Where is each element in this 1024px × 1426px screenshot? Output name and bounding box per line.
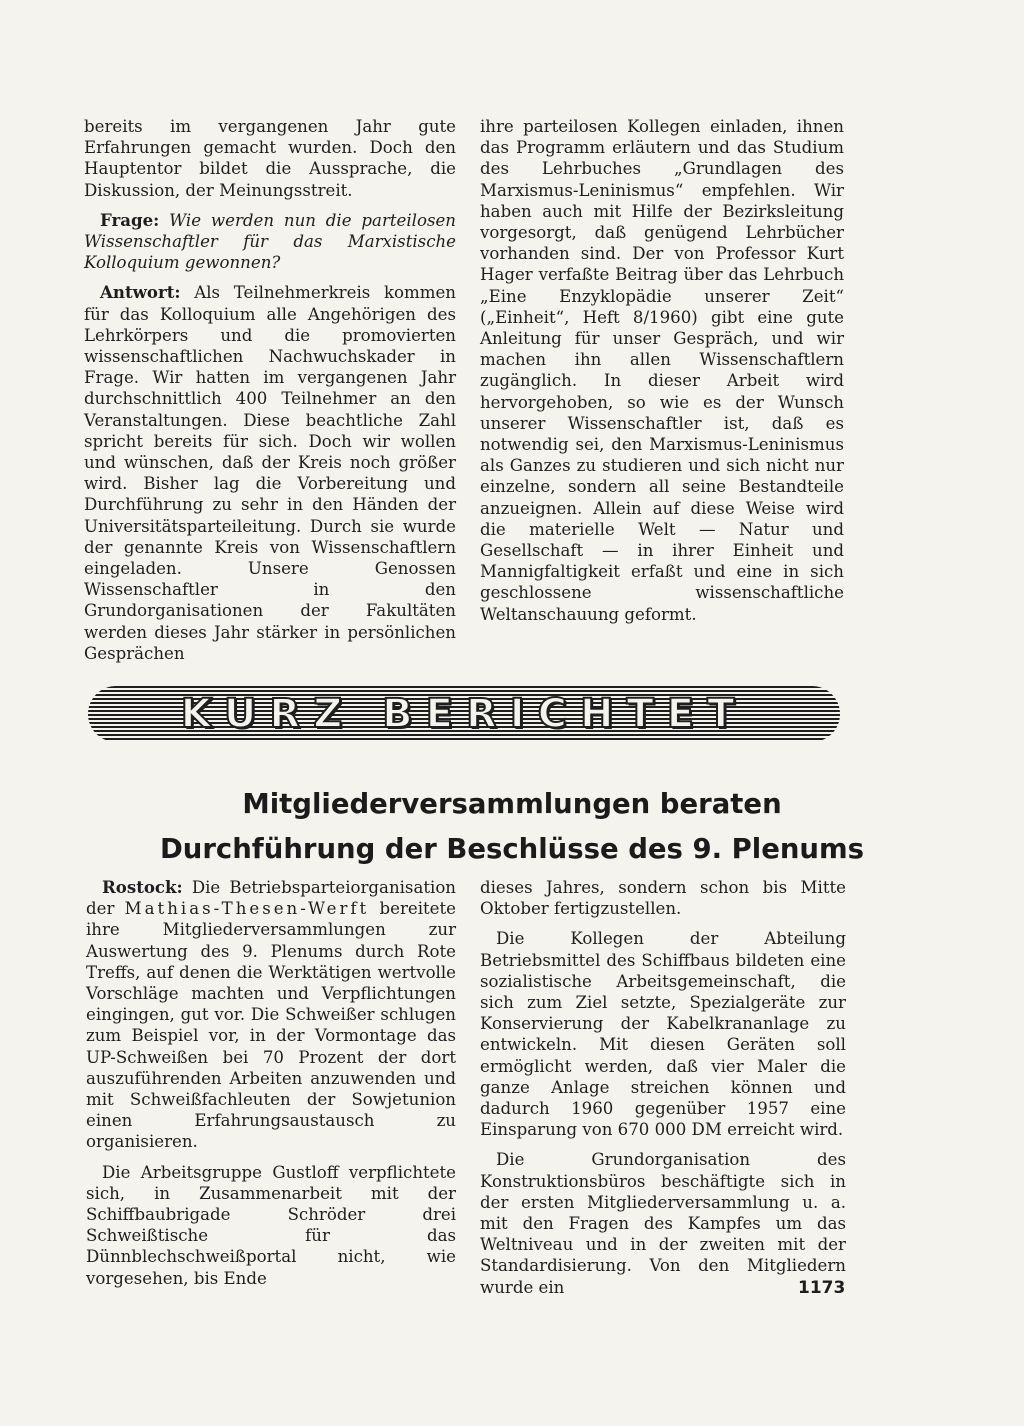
article-paragraph (86, 877, 456, 1153)
article-paragraph: Die Kollegen der Abteilung Betriebsmittel des Schiffbaus bildeten eine sozialistische Arbeitsgemeinschaft, die sich zum Ziel setzte, Spezialgeräte zur Konservierung der Kabelkrananlage zu entwickeln. Mit diesen Geräten soll ermöglicht werden, daß vier Maler die ganze Anlage streichen können und dadurch 1960 gegenüber 1957 eine Einsparung von 670 000 DM erreicht wird. (480, 929, 846, 1140)
answer-label: Antwort: (100, 282, 181, 303)
paragraph-text: bereitete ihre Mitgliederversammlungen zur Auswertung des 9. Plenums durch Rote Treffs, auf denen die Werktätigen wertvolle Vorschläge machten und Verpflichtungen eingingen, gut vor. Die Schweißer schlugen zum Beispiel vor, in der Vormontage das UP-Schweißen bei 70 Prozent der dort auszuführenden Arbeiten anzuwenden und mit Schweißfachleuten der Sowjetunion einen Erfahrungsaustausch zu organisieren. (86, 899, 456, 1152)
headline-line-2: Durchführung der Beschlüsse des 9. Plenums (159, 833, 865, 865)
article-paragraph: Die Grundorganisation des Konstruktionsbüros beschäftigte sich in der ersten Mitgliederversammlung u. a. mit den Fragen des Kampfes um das Weltniveau und in der zweiten mit der Standardisierung. Von den Mitgliedern wurde ein (480, 1150, 846, 1297)
article-paragraph: dieses Jahres, sondern schon bis Mitte Oktober fertigzustellen. (480, 878, 846, 919)
headline-line-1: Mitgliederversammlungen beraten (242, 788, 782, 820)
section-banner-title: KURZ BERICHTET (180, 691, 748, 737)
article-column-left (86, 877, 456, 1289)
shipyard-name: Mathias-Thesen-Werft (124, 899, 370, 919)
article-paragraph: Die Arbeitsgruppe Gustloff verpflichtete sich, in Zusammenarbeit mit der Schiffbaubrigade Schröder drei Schweißtische für das Dünnblechschweißportal nicht, wie vorgesehen, bis Ende (86, 1162, 456, 1288)
paragraph-text: Die Betriebsparteiorganisation der (86, 878, 456, 919)
question-text: Wie werden nun die parteilosen Wissenschaftler für das Marxistische Kolloquium gewonnen? (84, 210, 456, 273)
location-label: Rostock: (102, 877, 183, 897)
page-number: 1173 (798, 1278, 846, 1298)
interview-column-right (480, 116, 844, 625)
interview-paragraph: ihre parteilosen Kollegen einladen, ihnen das Programm erläutern und das Studium des Lehrbuches „Grundlagen des Marxismus-Leninismus“ empfehlen. Wir haben auch mit Hilfe der Bezirksleitung vorgesorgt, daß genügend Lehrbücher vorhanden sind. Der von Professor Kurt Hager verfaßte Beitrag über das Lehrbuch „Eine Enzyklopädie unserer Zeit“ („Einheit“, Heft 8/1960) gibt eine gute Anleitung für unser Gespräch, und wir machen ihn allen Wissenschaftlern zugänglich. In dieser Arbeit wird hervorgehoben, so wie es der Wunsch unserer Wissenschaftler ist, daß es notwendig sei, den Marxismus-Leninismus als Ganzes zu studieren und sich nicht nur einzelne, sondern all seine Bestandteile anzueignen. Allein auf diese Weise wird die materielle Welt — Natur und Gesellschaft — in ihrer Einheit und Mannigfaltigkeit erfaßt und eine in sich geschlossene wissenschaftliche Weltanschauung geformt. (480, 117, 844, 624)
section-banner (88, 686, 840, 742)
article-headline (100, 782, 924, 872)
interview-question (84, 210, 456, 274)
interview-paragraph: bereits im vergangenen Jahr gute Erfahrungen gemacht wurden. Doch den Hauptentor bildet die Aussprache, die Diskussion, der Meinungsstreit. (84, 117, 456, 200)
article-column-right (480, 877, 846, 1298)
interview-column-left (84, 116, 456, 664)
interview-answer (84, 282, 456, 664)
question-label: Frage: (100, 209, 160, 230)
answer-text: Als Teilnehmerkreis kommen für das Kolloquium alle Angehörigen des Lehrkörpers und die promovierten wissenschaftlichen Nachwuchskader in Frage. Wir hatten im vergangenen Jahr durchschnittlich 400 Teilnehmer an den Veranstaltungen. Diese beachtliche Zahl spricht bereits für sich. Doch wir wollen und wünschen, daß der Kreis noch größer wird. Bisher lag die Vorbereitung und Durchführung zu sehr in den Händen der Universitätsparteileitung. Durch sie wurde der genannte Kreis von Wissenschaftlern eingeladen. Unsere Genossen Wissenschaftler in den Grundorganisationen der Fakultäten werden dieses Jahr stärker in persönlichen Gesprächen (84, 283, 456, 663)
